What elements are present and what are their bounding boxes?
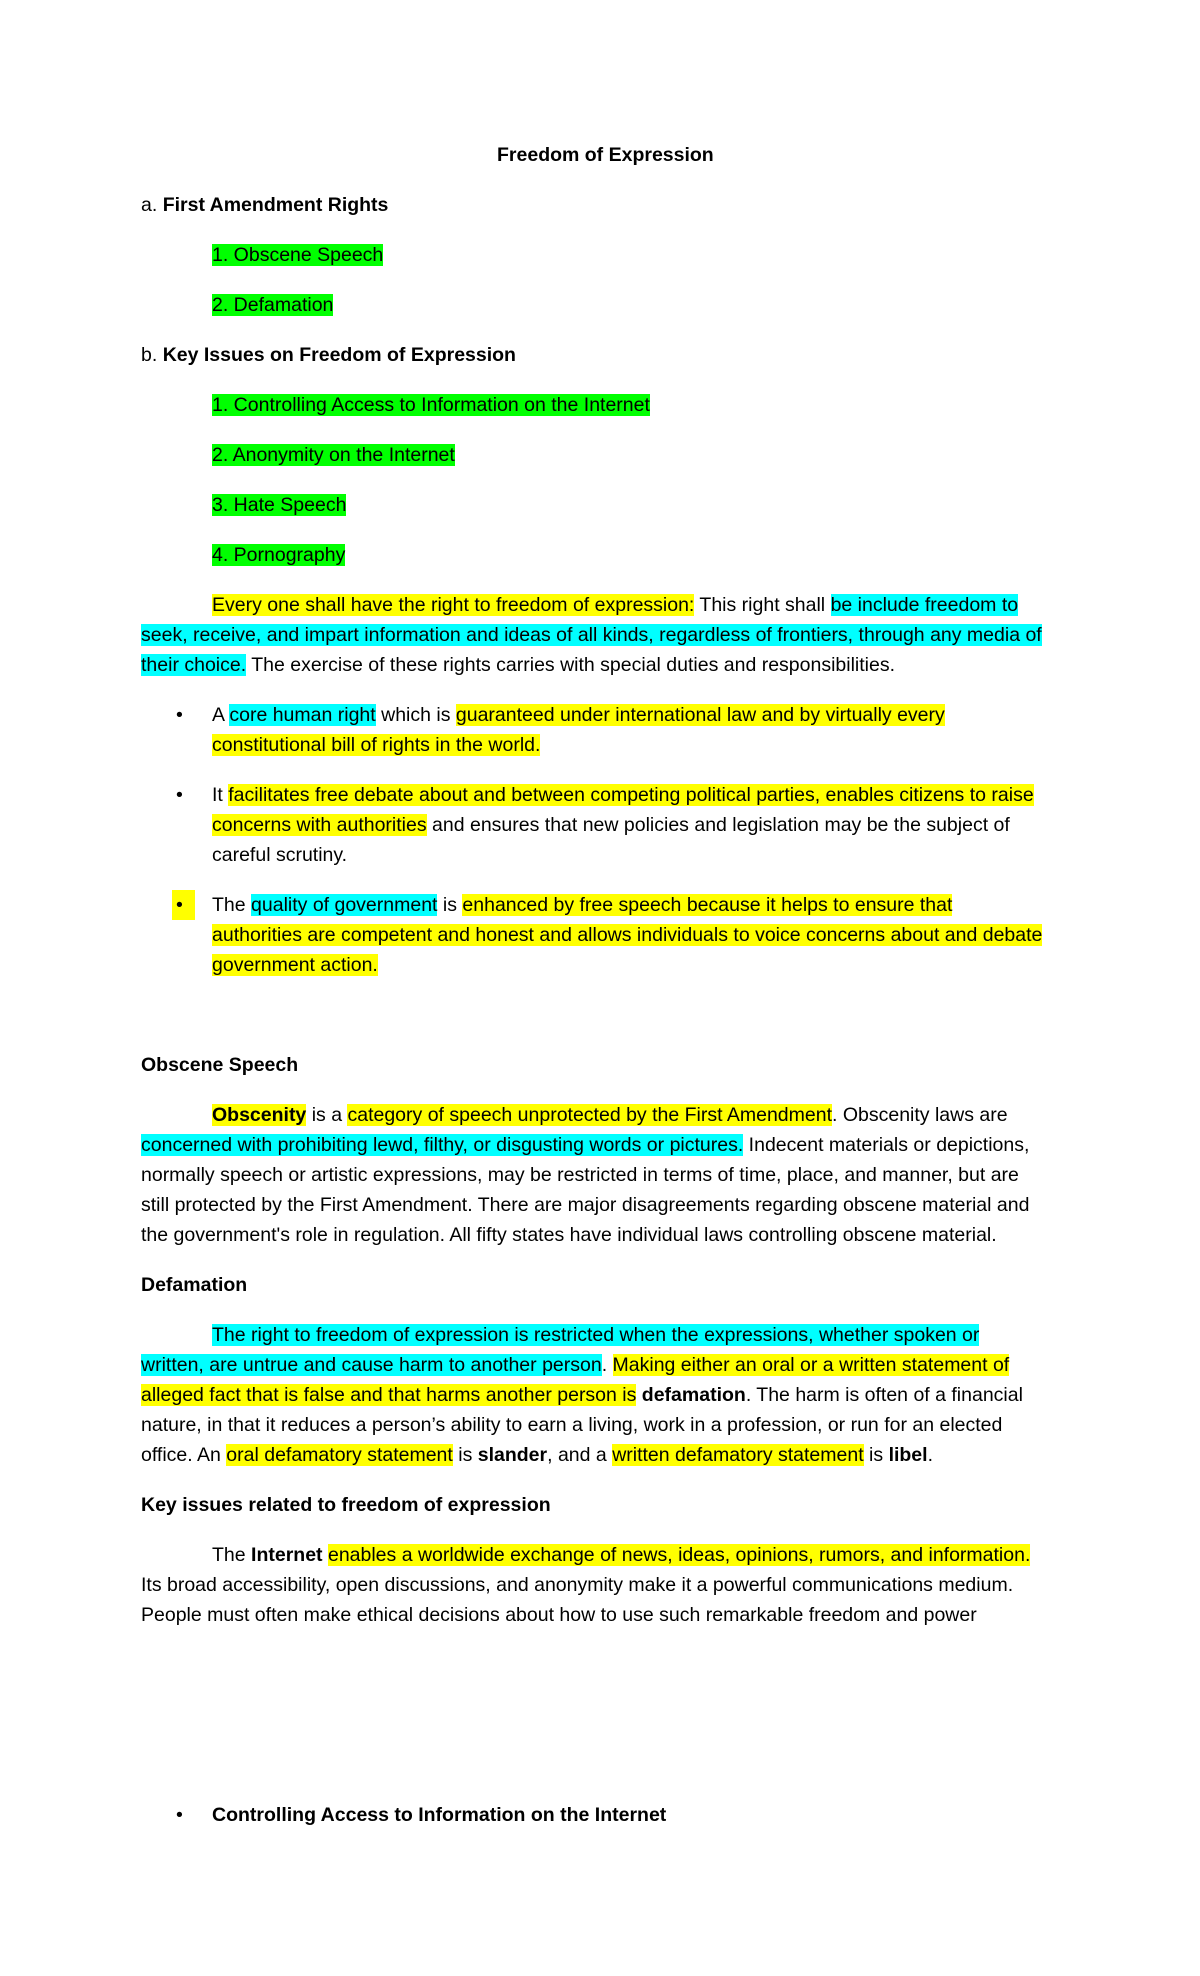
- intro-line-1: Every one shall have the right to freedom of expression: This right shall be include freedom to: [212, 594, 1019, 616]
- page-title: Freedom of Expression: [497, 144, 714, 166]
- bullet-1-line-2: constitutional bill of rights in the world.: [212, 734, 541, 756]
- bullet-icon: •: [176, 784, 183, 806]
- bullet-3-line-3: government action.: [212, 954, 378, 976]
- key-issues-line-3: People must often make ethical decisions about how to use such remarkable freedom and power: [141, 1604, 977, 1626]
- obscene-line-4: still protected by the First Amendment. There are major disagreements regarding obscene material and: [141, 1194, 1030, 1216]
- bullet-icon: •: [176, 704, 183, 726]
- bullet-icon: •: [176, 1804, 183, 1826]
- defamation-line-1: The right to freedom of expression is restricted when the expressions, whether spoken or: [212, 1324, 980, 1346]
- bullet-3-line-1: The quality of government is enhanced by free speech because it helps to ensure that: [212, 894, 953, 916]
- obscene-line-3: normally speech or artistic expressions, may be restricted in terms of time, place, and manner, but are: [141, 1164, 1019, 1186]
- key-issues-heading: Key issues related to freedom of expression: [141, 1494, 551, 1516]
- bullet-3-line-2: authorities are competent and honest and allows individuals to voice concerns about and debate: [212, 924, 1043, 946]
- bullet-1-line-1: A core human right which is guaranteed under international law and by virtually every: [212, 704, 945, 726]
- list-item: 2. Defamation: [212, 294, 334, 316]
- list-item: 1. Controlling Access to Information on the Internet: [212, 394, 650, 416]
- last-bullet-heading: Controlling Access to Information on the Internet: [212, 1804, 667, 1826]
- key-issues-line-2: Its broad accessibility, open discussions, and anonymity make it a powerful communications medium.: [141, 1574, 1014, 1596]
- obscene-heading: Obscene Speech: [141, 1054, 299, 1076]
- obscene-line-2: concerned with prohibiting lewd, filthy, or disgusting words or pictures. Indecent materials or depictions,: [141, 1134, 1030, 1156]
- intro-line-2: seek, receive, and impart information and ideas of all kinds, regardless of frontiers, through any media of: [141, 624, 1042, 646]
- defamation-heading: Defamation: [141, 1274, 248, 1296]
- section-a-heading: a. First Amendment Rights: [141, 194, 389, 216]
- key-issues-line-1: The Internet enables a worldwide exchange of news, ideas, opinions, rumors, and information.: [212, 1544, 1031, 1566]
- bullet-icon: •: [172, 890, 195, 920]
- defamation-line-3: alleged fact that is false and that harms another person is defamation. The harm is often of a financial: [141, 1384, 1023, 1406]
- list-item: 3. Hate Speech: [212, 494, 347, 516]
- section-b-heading: b. Key Issues on Freedom of Expression: [141, 344, 516, 366]
- defamation-line-5: office. An oral defamatory statement is slander, and a written defamatory statement is libel.: [141, 1444, 933, 1466]
- bullet-2-line-2: concerns with authorities and ensures that new policies and legislation may be the subject of: [212, 814, 1010, 836]
- defamation-line-4: nature, in that it reduces a person’s ability to earn a living, work in a profession, or run for an elected: [141, 1414, 1003, 1436]
- list-item: 4. Pornography: [212, 544, 346, 566]
- intro-line-3: their choice. The exercise of these rights carries with special duties and responsibilities.: [141, 654, 896, 676]
- list-item: 2. Anonymity on the Internet: [212, 444, 455, 466]
- defamation-line-2: written, are untrue and cause harm to another person. Making either an oral or a written statement of: [141, 1354, 1010, 1376]
- bullet-2-line-1: It facilitates free debate about and between competing political parties, enables citizens to raise: [212, 784, 1034, 806]
- bullet-2-line-3: careful scrutiny.: [212, 844, 348, 866]
- list-item: 1. Obscene Speech: [212, 244, 384, 266]
- obscene-line-5: the government's role in regulation. All fifty states have individual laws controlling obscene material.: [141, 1224, 997, 1246]
- obscene-line-1: Obscenity is a category of speech unprotected by the First Amendment. Obscenity laws are: [212, 1104, 1008, 1126]
